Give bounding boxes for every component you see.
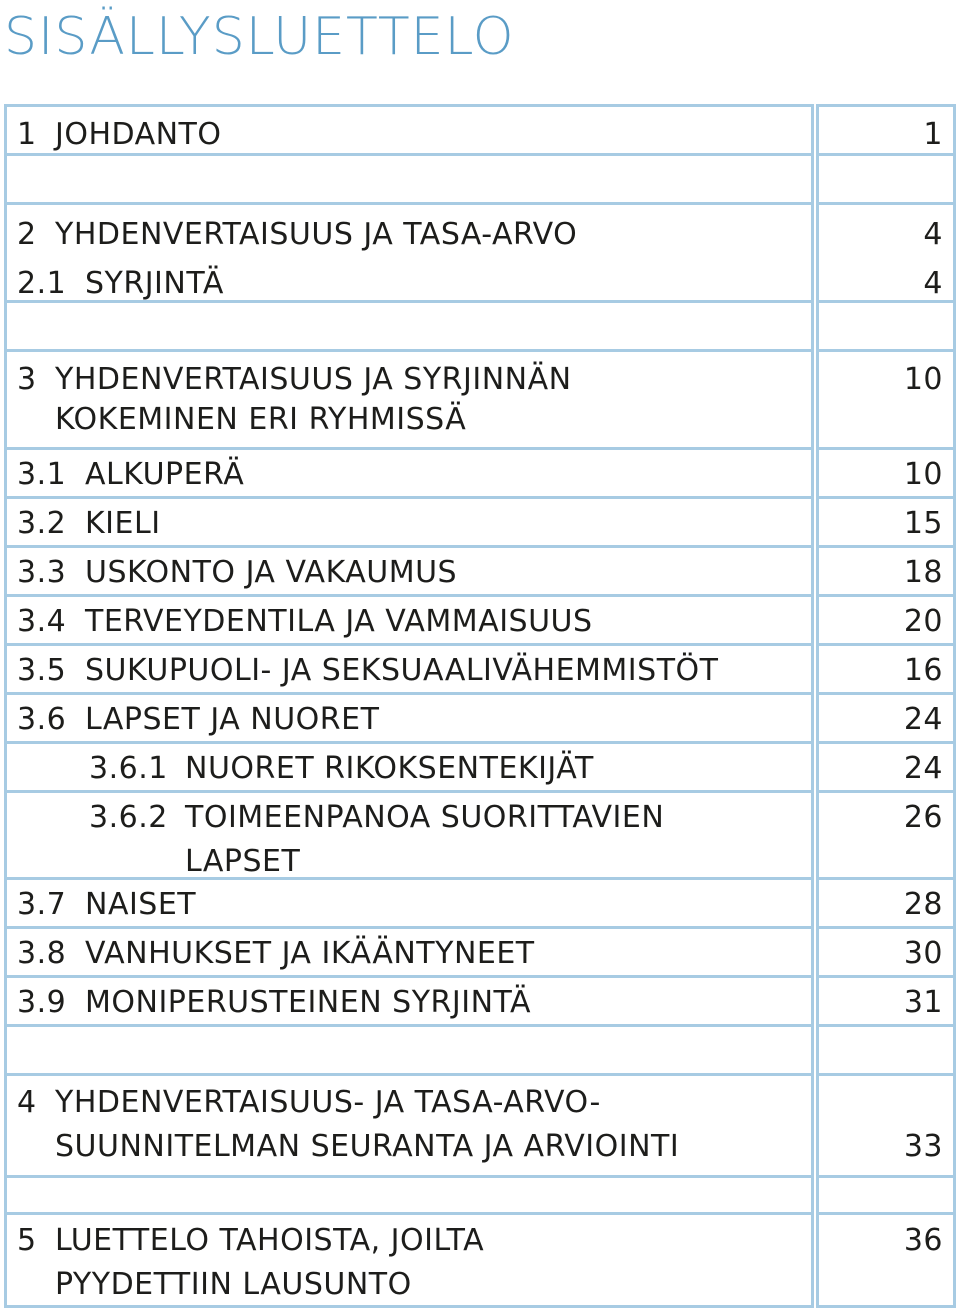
toc-spacer-row — [4, 153, 814, 205]
toc-page-number: 30 — [903, 936, 943, 971]
toc-spacer-row — [4, 300, 814, 352]
toc-page-cell — [816, 153, 956, 205]
toc-page-number: 4 — [923, 266, 943, 301]
toc-section-number: 2 — [17, 217, 37, 252]
toc-section-number: 3.3 — [17, 555, 67, 590]
toc-page-number: 26 — [903, 800, 943, 835]
toc-section-title[interactable]: NUORET RIKOKSENTEKIJÄT — [185, 751, 594, 786]
toc-section-title[interactable]: KIELI — [85, 506, 161, 541]
toc-section-number: 3.6 — [17, 702, 67, 737]
toc-page-number: 24 — [903, 751, 943, 786]
toc-page-number: 31 — [903, 985, 943, 1020]
toc-section-title[interactable]: TOIMEENPANOA SUORITTAVIEN — [185, 800, 665, 835]
toc-page-number: 20 — [903, 604, 943, 639]
toc-row — [4, 1212, 814, 1308]
toc-section-title[interactable]: MONIPERUSTEINEN SYRJINTÄ — [85, 985, 532, 1020]
toc-page-cell — [816, 1212, 956, 1308]
toc-page-cell — [816, 1024, 956, 1076]
toc-section-title[interactable]: ALKUPERÄ — [85, 457, 245, 492]
toc-section-number: 3.4 — [17, 604, 67, 639]
toc-section-number: 3.7 — [17, 887, 67, 922]
toc-row — [4, 1073, 814, 1178]
toc-page-cell — [816, 545, 956, 597]
toc-section-title[interactable]: SUKUPUOLI- JA SEKSUAALIVÄHEMMISTÖT — [85, 653, 719, 688]
toc-spacer-row — [4, 1024, 814, 1076]
toc-page-number: 10 — [903, 362, 943, 397]
toc-section-number: 3.9 — [17, 985, 67, 1020]
toc-page-number: 18 — [903, 555, 943, 590]
toc-section-number: 3 — [17, 362, 37, 397]
toc-page-number: 4 — [923, 217, 943, 252]
toc-row — [4, 790, 814, 880]
toc-page-number: 24 — [903, 702, 943, 737]
toc-page-number: 33 — [903, 1129, 943, 1164]
toc-section-title-continued[interactable]: LAPSET — [185, 844, 301, 879]
toc-section-title-continued[interactable]: SUUNNITELMAN SEURANTA JA ARVIOINTI — [55, 1129, 680, 1164]
toc-page-cell — [816, 300, 956, 352]
toc-section-title[interactable]: TERVEYDENTILA JA VAMMAISUUS — [85, 604, 593, 639]
table-of-contents — [4, 104, 956, 1308]
page-title: SISÄLLYSLUETTELO — [4, 7, 515, 67]
toc-page-number: 36 — [903, 1223, 943, 1258]
toc-section-number: 5 — [17, 1223, 37, 1258]
toc-section-title-continued[interactable]: PYYDETTIIN LAUSUNTO — [55, 1267, 412, 1302]
toc-row — [4, 447, 814, 499]
toc-section-title[interactable]: LUETTELO TAHOISTA, JOILTA — [55, 1223, 485, 1258]
toc-page-cell — [816, 926, 956, 978]
toc-row — [4, 104, 814, 156]
toc-section-number: 1 — [17, 117, 37, 152]
toc-section-number: 4 — [17, 1085, 37, 1120]
toc-row — [4, 643, 814, 695]
toc-page-cell — [816, 877, 956, 929]
toc-section-title[interactable]: VANHUKSET JA IKÄÄNTYNEET — [85, 936, 535, 971]
toc-row — [4, 877, 814, 929]
toc-page-cell — [816, 790, 956, 880]
toc-section-number: 3.5 — [17, 653, 67, 688]
toc-page-cell — [816, 692, 956, 744]
toc-page-number: 10 — [903, 457, 943, 492]
toc-page-cell — [816, 447, 956, 499]
toc-row — [4, 975, 814, 1027]
toc-spacer-row — [4, 1175, 814, 1215]
toc-row — [4, 692, 814, 744]
toc-page-cell — [816, 496, 956, 548]
toc-row — [4, 594, 814, 646]
toc-page-number: 15 — [903, 506, 943, 541]
toc-page-cell — [816, 349, 956, 450]
toc-section-number: 3.8 — [17, 936, 67, 971]
toc-section-title-continued[interactable]: KOKEMINEN ERI RYHMISSÄ — [55, 402, 467, 437]
toc-section-number: 3.2 — [17, 506, 67, 541]
toc-row — [4, 349, 814, 450]
toc-section-title[interactable]: SYRJINTÄ — [85, 266, 224, 301]
toc-page-cell — [816, 1073, 956, 1178]
toc-row — [4, 741, 814, 793]
toc-page-cell — [816, 202, 956, 303]
toc-page-cell — [816, 104, 956, 156]
toc-section-title[interactable]: USKONTO JA VAKAUMUS — [85, 555, 458, 590]
toc-page-cell — [816, 741, 956, 793]
toc-row — [4, 545, 814, 597]
toc-section-title[interactable]: NAISET — [85, 887, 197, 922]
toc-page-cell — [816, 975, 956, 1027]
toc-section-title[interactable]: YHDENVERTAISUUS- JA TASA-ARVO- — [55, 1085, 601, 1120]
toc-section-title[interactable]: YHDENVERTAISUUS JA SYRJINNÄN — [55, 362, 572, 397]
toc-row — [4, 496, 814, 548]
toc-section-number: 2.1 — [17, 266, 67, 301]
toc-row — [4, 926, 814, 978]
toc-page-cell — [816, 643, 956, 695]
toc-section-number: 3.6.2 — [89, 800, 168, 835]
toc-page-number: 1 — [923, 117, 943, 152]
toc-section-number: 3.6.1 — [89, 751, 168, 786]
toc-section-title[interactable]: LAPSET JA NUORET — [85, 702, 380, 737]
toc-section-title[interactable]: JOHDANTO — [55, 117, 222, 152]
toc-page-cell — [816, 594, 956, 646]
toc-page-number: 28 — [903, 887, 943, 922]
toc-row — [4, 202, 814, 303]
toc-section-title[interactable]: YHDENVERTAISUUS JA TASA-ARVO — [55, 217, 578, 252]
toc-section-number: 3.1 — [17, 457, 67, 492]
toc-page-cell — [816, 1175, 956, 1215]
toc-page-number: 16 — [903, 653, 943, 688]
